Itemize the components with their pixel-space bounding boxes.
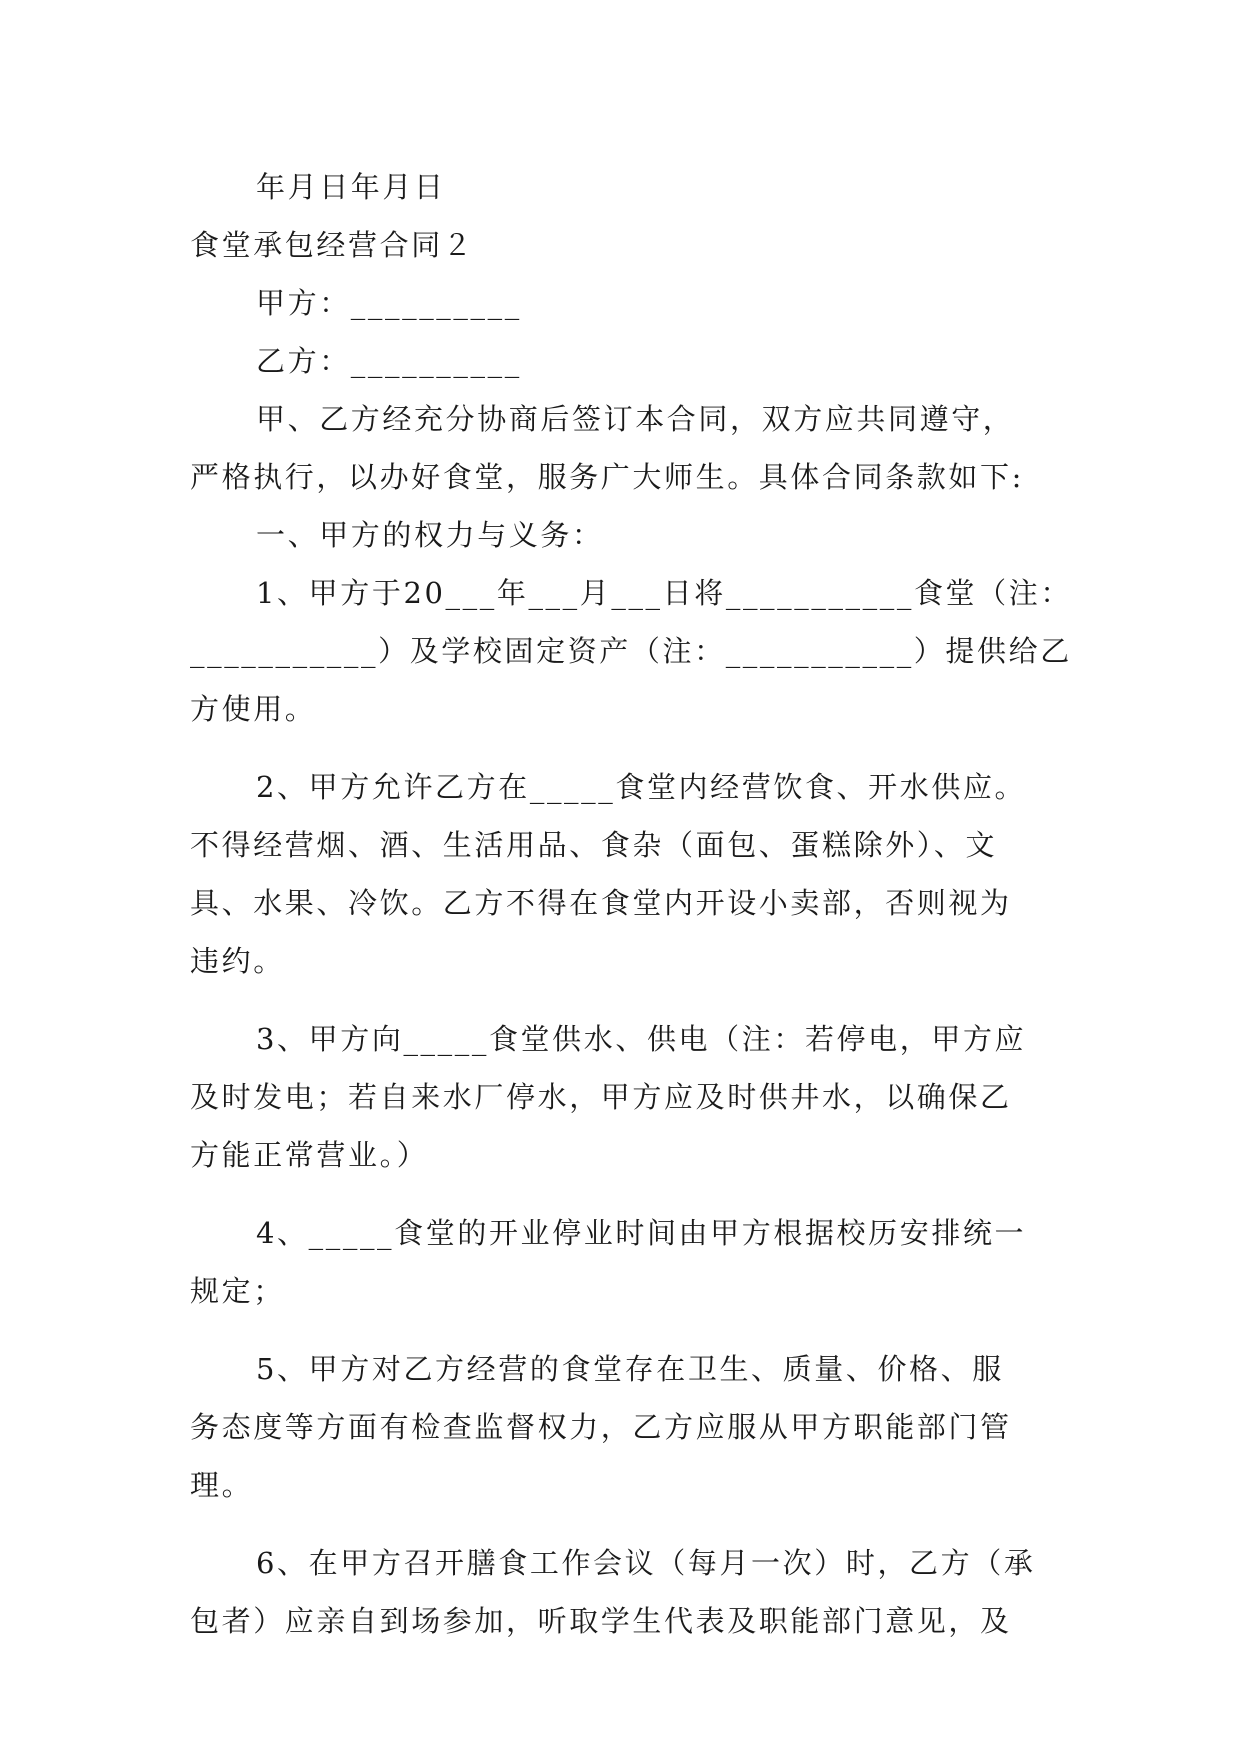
spacer bbox=[190, 1184, 1050, 1204]
spacer bbox=[190, 738, 1050, 758]
clause-1-line-1: 1、甲方于20___年___月___日将___________食堂（注： bbox=[256, 576, 1072, 610]
clause-5-line-3: 理。 bbox=[190, 1468, 254, 1502]
clause-4-line-1: 4、_____食堂的开业停业时间由甲方根据校历安排统一 bbox=[256, 1216, 1027, 1250]
clause-3-line-2: 及时发电；若自来水厂停水，甲方应及时供井水，以确保乙 bbox=[190, 1080, 1012, 1114]
clause-5-line-2: 务态度等方面有检查监督权力，乙方应服从甲方职能部门管 bbox=[190, 1410, 1012, 1444]
clause-2-line-4: 违约。 bbox=[190, 944, 285, 978]
preamble-line-1: 甲、乙方经充分协商后签订本合同，双方应共同遵守， bbox=[256, 402, 1015, 436]
clause-2-line-2: 不得经营烟、酒、生活用品、食杂（面包、蛋糕除外）、文 bbox=[190, 828, 998, 862]
contract-title: 食堂承包经营合同２ bbox=[190, 228, 475, 262]
spacer bbox=[190, 990, 1050, 1010]
party-a-line: 甲方：__________ bbox=[256, 286, 522, 320]
clause-1-line-2: ___________）及学校固定资产（注：___________）提供给乙 bbox=[190, 634, 1072, 668]
clause-2-line-1: 2、甲方允许乙方在_____食堂内经营饮食、开水供应。 bbox=[256, 770, 1027, 804]
date-line: 年月日年月日 bbox=[256, 170, 446, 204]
clause-6-line-2: 包者）应亲自到场参加，听取学生代表及职能部门意见，及 bbox=[190, 1604, 1012, 1638]
clause-3-line-3: 方能正常营业。） bbox=[190, 1138, 429, 1172]
clause-4-line-2: 规定； bbox=[190, 1274, 285, 1308]
spacer bbox=[190, 1514, 1050, 1534]
clause-6-line-1: 6、在甲方召开膳食工作会议（每月一次）时，乙方（承 bbox=[256, 1546, 1036, 1580]
clause-1-line-3: 方使用。 bbox=[190, 692, 317, 726]
clause-5-line-1: 5、甲方对乙方经营的食堂存在卫生、质量、价格、服 bbox=[256, 1352, 1004, 1386]
spacer bbox=[190, 1320, 1050, 1340]
document-page bbox=[190, 158, 1072, 1650]
clause-2-line-3: 具、水果、冷饮。乙方不得在食堂内开设小卖部，否则视为 bbox=[190, 886, 1012, 920]
party-b-line: 乙方：__________ bbox=[256, 344, 522, 378]
clause-3-line-1: 3、甲方向_____食堂供水、供电（注：若停电，甲方应 bbox=[256, 1022, 1027, 1056]
section-heading: 一、甲方的权力与义务： bbox=[256, 518, 604, 552]
preamble-line-2: 严格执行，以办好食堂，服务广大师生。具体合同条款如下: bbox=[190, 460, 1024, 494]
